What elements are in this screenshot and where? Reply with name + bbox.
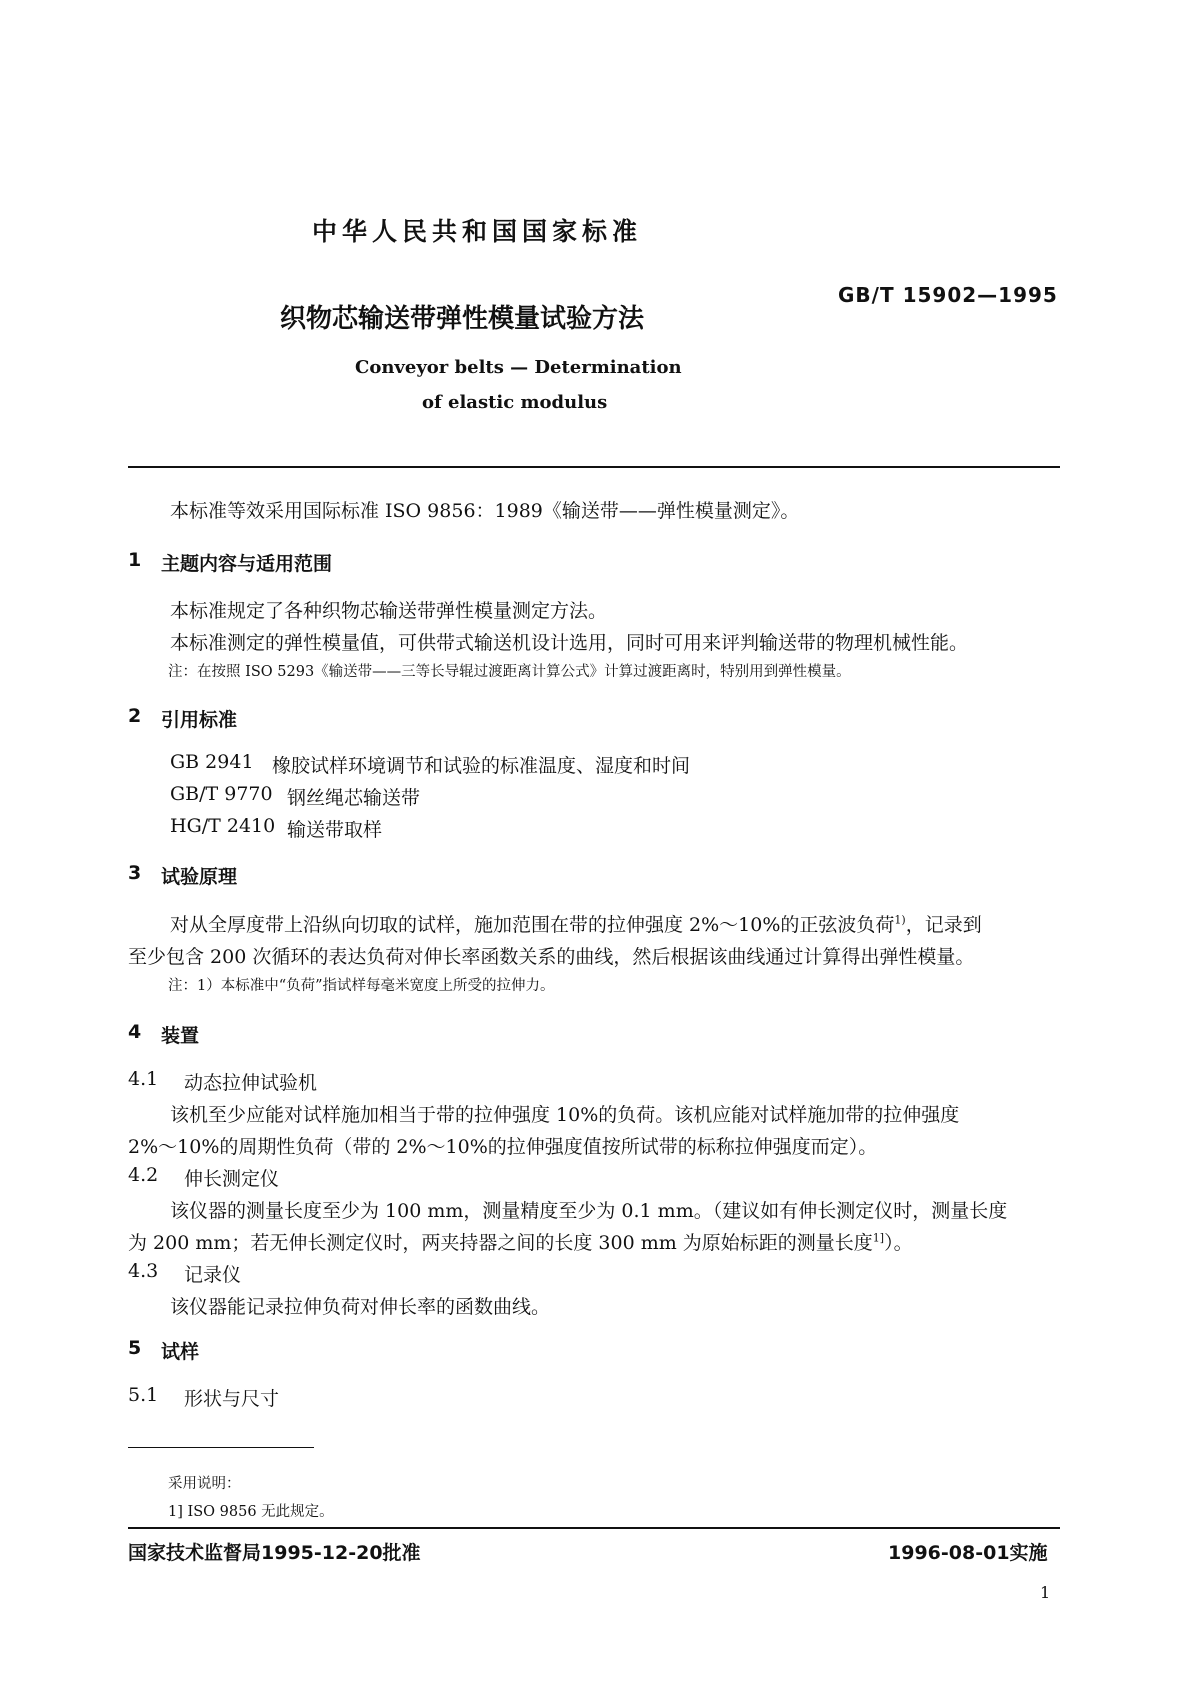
- section-3-title: 试验原理: [161, 866, 238, 888]
- section-1-paragraph-2: 本标准测定的弹性模量值，可供带式输送机设计选用，同时可用来评判输送带的物理机械性能。: [170, 632, 969, 654]
- reference-name: 输送带取样: [287, 819, 383, 841]
- footnote-item: 1] ISO 9856 无此规定。: [168, 1504, 334, 1520]
- section-3-text-a: 对从全厚度带上沿纵向切取的试样，施加范围在带的拉伸强度 2%～10%的正弦波负荷: [170, 914, 895, 936]
- section-5-1-title: 形状与尺寸: [184, 1388, 280, 1410]
- reference-name: 钢丝绳芯输送带: [287, 787, 421, 809]
- english-title-line1: Conveyor belts — Determination: [355, 357, 682, 378]
- english-title-line2: of elastic modulus: [422, 392, 608, 413]
- section-4-1-paragraph-line1: 该机至少应能对试样施加相当于带的拉伸强度 10%的负荷。该机应能对试样施加带的拉伸强度: [170, 1104, 960, 1126]
- section-4-2-title: 伸长测定仪: [184, 1168, 280, 1190]
- national-standard-heading: 中华人民共和国国家标准: [312, 217, 643, 246]
- section-3-paragraph-line2: 至少包含 200 次循环的表达负荷对伸长率函数关系的曲线，然后根据该曲线通过计算得出弹性模量。: [128, 946, 975, 968]
- footer-divider: [128, 1527, 1060, 1529]
- section-1-note: 注：在按照 ISO 5293《输送带——三等长导辊过渡距离计算公式》计算过渡距离时，特别用到弹性模量。: [168, 664, 851, 680]
- footnote-marker: 1): [894, 913, 906, 927]
- header-divider: [128, 466, 1060, 468]
- reference-code: GB/T 9770: [170, 783, 273, 805]
- section-5-1-number: 5.1: [128, 1384, 159, 1406]
- footnote-marker: 1]: [872, 1231, 885, 1245]
- footnote-divider: [128, 1447, 314, 1448]
- section-2-title: 引用标准: [161, 709, 238, 731]
- section-4-1-paragraph-line2: 2%～10%的周期性负荷（带的 2%～10%的拉伸强度值按所试带的标称拉伸强度而定）。: [128, 1136, 878, 1158]
- section-4-number: 4: [128, 1021, 142, 1043]
- section-4-3-title: 记录仪: [184, 1264, 242, 1286]
- intro-paragraph: 本标准等效采用国际标准 ISO 9856：1989《输送带——弹性模量测定》。: [170, 500, 800, 522]
- section-5-title: 试样: [161, 1341, 200, 1363]
- standard-code: GB/T 15902—1995: [838, 283, 1058, 307]
- section-3-number: 3: [128, 862, 142, 884]
- section-4-title: 装置: [161, 1025, 200, 1047]
- section-4-3-paragraph: 该仪器能记录拉伸负荷对伸长率的函数曲线。: [170, 1296, 551, 1318]
- section-4-2-paragraph-line1: 该仪器的测量长度至少为 100 mm，测量精度至少为 0.1 mm。（建议如有伸长测定仪时，测量长度: [170, 1200, 1008, 1222]
- section-3-text-b: ，记录到: [905, 914, 982, 936]
- reference-name: 橡胶试样环境调节和试验的标准温度、湿度和时间: [272, 755, 691, 777]
- section-4-2-number: 4.2: [128, 1164, 159, 1186]
- approval-date: 国家技术监督局1995-12-20批准: [128, 1542, 421, 1564]
- reference-code: HG/T 2410: [170, 815, 276, 837]
- section-4-2-paragraph-line2: [128, 1228, 913, 1255]
- section-5-number: 5: [128, 1337, 142, 1359]
- section-4-2-text-a: 为 200 mm；若无伸长测定仪时，两夹持器之间的长度 300 mm 为原始标距的测量长度: [128, 1232, 873, 1254]
- section-2-number: 2: [128, 705, 142, 727]
- page-number: 1: [1040, 1583, 1051, 1602]
- section-1-number: 1: [128, 549, 142, 571]
- effective-date: 1996-08-01实施: [888, 1542, 1048, 1564]
- section-1-paragraph-1: 本标准规定了各种织物芯输送带弹性模量测定方法。: [170, 600, 608, 622]
- footnote-heading: 采用说明：: [168, 1476, 241, 1492]
- reference-code: GB 2941: [170, 751, 254, 773]
- section-4-3-number: 4.3: [128, 1260, 159, 1282]
- section-3-paragraph-line1: [170, 910, 982, 937]
- section-4-1-title: 动态拉伸试验机: [184, 1072, 318, 1094]
- page-title: 织物芯输送带弹性模量试验方法: [280, 304, 645, 334]
- section-1-title: 主题内容与适用范围: [161, 553, 333, 575]
- section-4-1-number: 4.1: [128, 1068, 159, 1090]
- section-4-2-text-b: ）。: [884, 1232, 913, 1254]
- section-3-note: 注：1）本标准中“负荷”指试样每毫米宽度上所受的拉伸力。: [168, 978, 555, 994]
